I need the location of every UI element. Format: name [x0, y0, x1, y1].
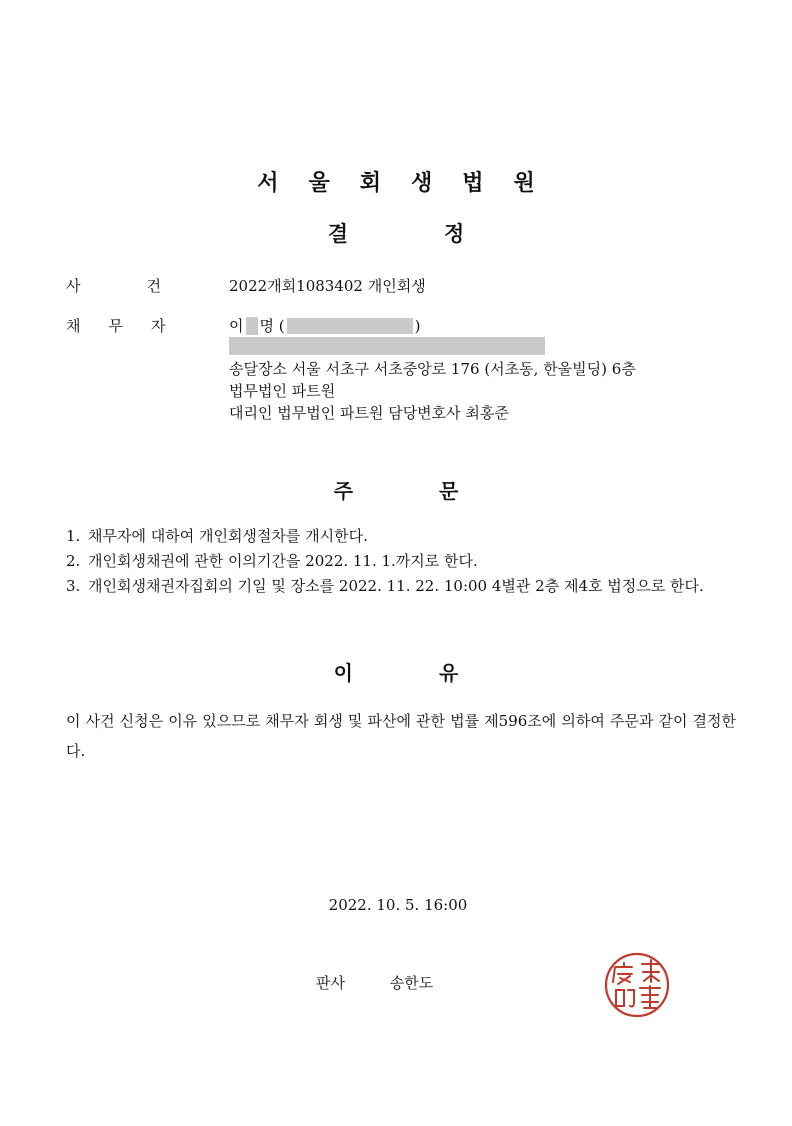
decision-date: 2022. 10. 5. 16:00 — [328, 896, 468, 914]
order-number: 1. — [66, 527, 81, 545]
debtor-name-last: 명 ( — [259, 317, 285, 335]
order-text: 채무자에 대하여 개인회생절차를 개시한다. — [88, 527, 368, 545]
redaction-block — [287, 318, 413, 334]
case-number: 2022개회1083402 개인회생 — [229, 277, 426, 295]
legal-agent: 대리인 법무법인 파트원 담당변호사 최홍준 — [229, 404, 509, 422]
order-heading: 주문 — [333, 479, 545, 503]
address-redaction-block — [229, 337, 545, 355]
reason-text: 이 사건 신청은 이유 있으므로 채무자 회생 및 파산에 관한 법률 제596조에 의하여 주문과 같이 결정한다. — [66, 712, 736, 760]
document-title: 결정 — [327, 222, 561, 246]
judge-name: 송한도 — [389, 974, 434, 992]
order-text: 개인회생채권자집회의 기일 및 장소를 2022. 11. 22. 10:00 4별관 2층 제4호 법정으로 한다. — [88, 577, 704, 595]
debtor-name-first: 이 — [229, 317, 244, 335]
redaction-block — [246, 317, 258, 335]
court-name: 서울회생법원 — [257, 171, 565, 196]
order-item — [66, 574, 736, 599]
order-list — [66, 524, 736, 599]
order-number: 3. — [66, 577, 81, 595]
order-number: 2. — [66, 552, 81, 570]
debtor-label: 채무자 — [66, 317, 194, 335]
judge-title: 판사 — [316, 974, 345, 992]
case-label: 사건 — [66, 277, 227, 295]
judge-signature-line — [316, 972, 433, 993]
law-firm: 법무법인 파트원 — [229, 382, 336, 400]
order-item — [66, 524, 736, 549]
service-address: 송달장소 서울 서초구 서초중앙로 176 (서초동, 한울빌딩) 6층 — [229, 360, 636, 378]
order-item — [66, 549, 736, 574]
debtor-name — [229, 315, 420, 336]
order-text: 개인회생채권에 관한 이의기간을 2022. 11. 1.까지로 한다. — [88, 552, 478, 570]
reason-heading: 이유 — [333, 661, 545, 685]
debtor-name-close: ) — [414, 316, 421, 335]
judge-seal-icon — [602, 950, 672, 1020]
